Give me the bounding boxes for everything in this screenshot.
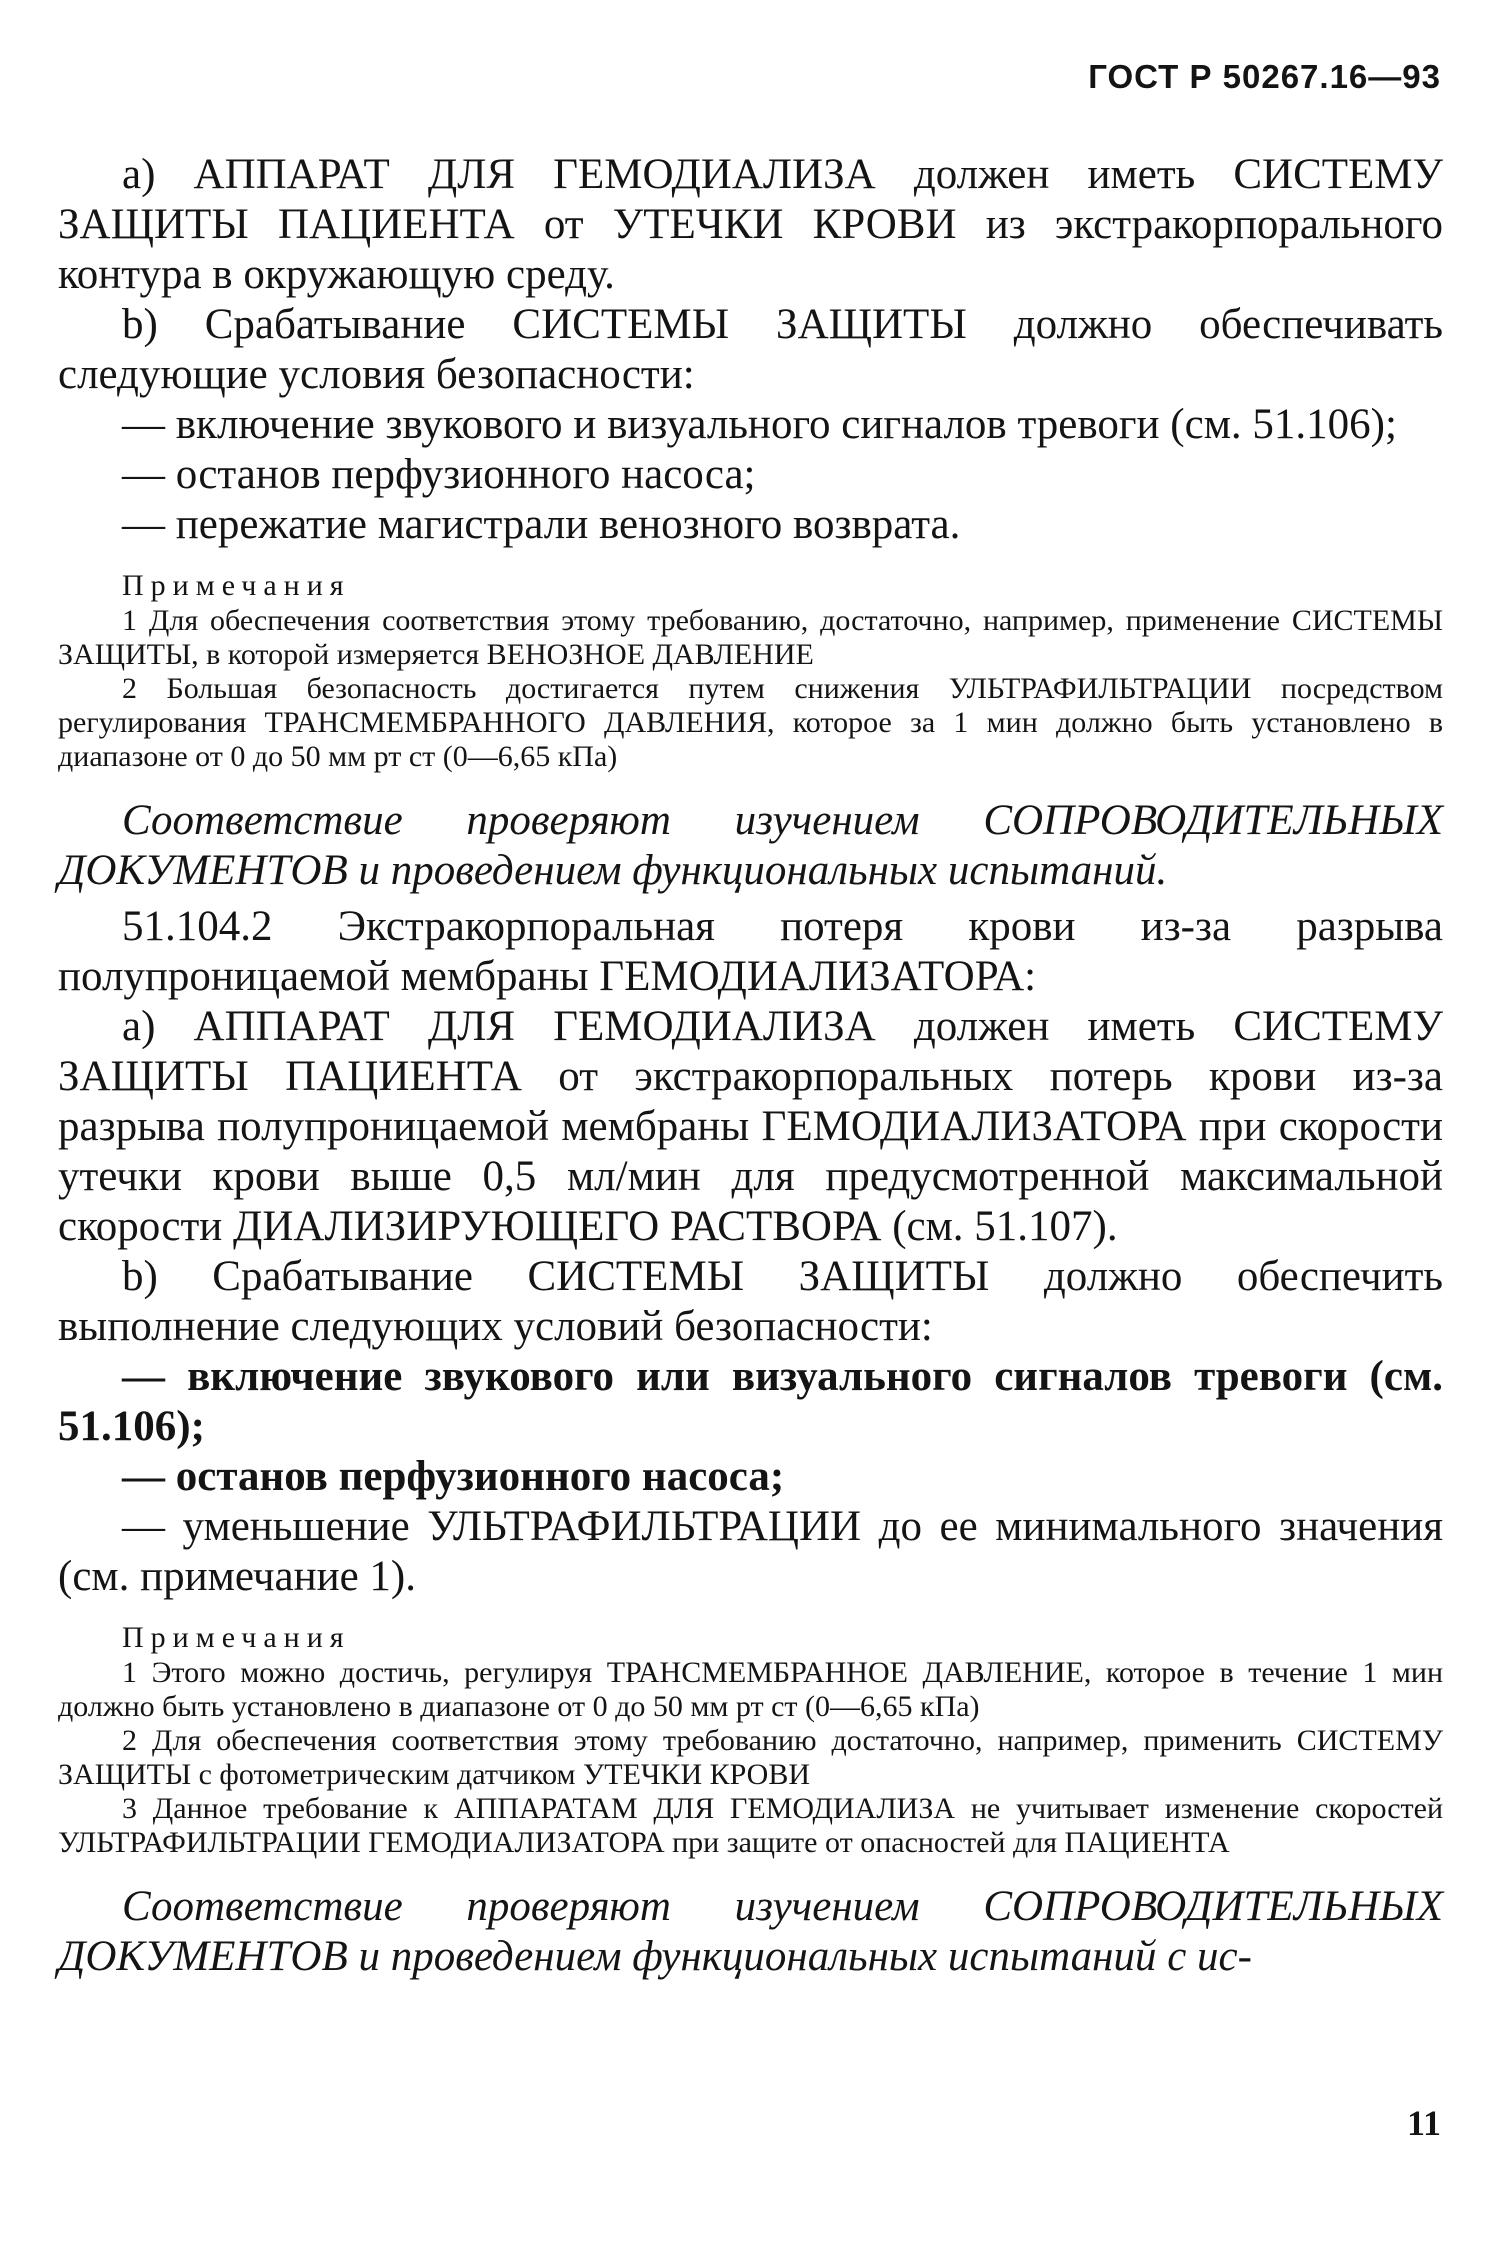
section2-note: 2 Для обеспечения соответствия этому требованию достаточно, например, применить СИСТЕМУ ЗАЩИТЫ с фотометрическим датчиком УТЕЧКИ КРОВИ: [58, 1724, 1443, 1791]
section1-bullet: — включение звукового и визуального сигналов тревоги (см. 51.106);: [122, 401, 1397, 448]
section1-para-a: а) АППАРАТ ДЛЯ ГЕМОДИАЛИЗА должен иметь СИСТЕМУ ЗАЩИТЫ ПАЦИЕНТА от УТЕЧКИ КРОВИ из экстракорпорального контура в окружающую среду.: [58, 151, 1443, 298]
section2-compliance: Соответствие проверяют изучением СОПРОВОДИТЕЛЬНЫХ ДОКУМЕНТОВ и проведением функциональных испытаний с ис-: [58, 1883, 1443, 1980]
section2-para-b: b) Срабатывание СИСТЕМЫ ЗАЩИТЫ должно обеспечить выполнение следующих условий безопасности:: [58, 1253, 1443, 1350]
section2-notes-title: Примечания: [122, 1621, 351, 1654]
section1-para-b: b) Срабатывание СИСТЕМЫ ЗАЩИТЫ должно обеспечивать следующие условия безопасности:: [58, 301, 1443, 398]
section2-bullet: — останов перфузионного насоса;: [122, 1453, 785, 1500]
section1-note: 1 Для обеспечения соответствия этому требованию, достаточно, например, применение СИСТЕМЫ ЗАЩИТЫ, в которой измеряется ВЕНОЗНОЕ ДАВЛЕНИЕ: [58, 604, 1443, 671]
section2-para-a: а) АППАРАТ ДЛЯ ГЕМОДИАЛИЗА должен иметь СИСТЕМУ ЗАЩИТЫ ПАЦИЕНТА от экстракорпоральных потерь крови из-за разрыва полупроницаемой мембраны ГЕМОДИАЛИЗАТОРА при скорости утечки крови выше 0,5 мл/мин для предусмотренной максимальной скорости ДИАЛИЗИРУЮЩЕГО РАСТВОРА (см. 51.107).: [58, 1003, 1443, 1250]
section2-note: 3 Данное требование к АППАРАТАМ ДЛЯ ГЕМОДИАЛИЗА не учитывает изменение скоростей УЛЬТРАФИЛЬТРАЦИИ ГЕМОДИАЛИЗАТОРА при защите от опасностей для ПАЦИЕНТА: [58, 1792, 1443, 1859]
section2-bullet: — уменьшение УЛЬТРАФИЛЬТРАЦИИ до ее минимального значения (см. примечание 1).: [58, 1503, 1443, 1600]
section1-note: 2 Большая безопасность достигается путем снижения УЛЬТРАФИЛЬТРАЦИИ посредством регулирования ТРАНСМЕМБРАННОГО ДАВЛЕНИЯ, которое за 1 мин должно быть установлено в диапазоне от 0 до 50 мм рт ст (0—6,65 кПа): [58, 672, 1443, 773]
section1-bullet: — останов перфузионного насоса;: [122, 451, 756, 498]
section2-note: 1 Этого можно достичь, регулируя ТРАНСМЕМБРАННОЕ ДАВЛЕНИЕ, которое в течение 1 мин должно быть установлено в диапазоне от 0 до 50 мм рт ст (0—6,65 кПа): [58, 1656, 1443, 1723]
section1-bullet: — пережатие магистрали венозного возврата.: [122, 501, 961, 548]
page-content: [58, 150, 1443, 1988]
section1-compliance: Соответствие проверяют изучением СОПРОВОДИТЕЛЬНЫХ ДОКУМЕНТОВ и проведением функциональных испытаний.: [58, 797, 1443, 894]
section2-bullet: — включение звукового или визуального сигналов тревоги (см. 51.106);: [58, 1353, 1443, 1450]
section1-notes-title: Примечания: [122, 569, 351, 602]
standard-header: ГОСТ Р 50267.16—93: [1088, 58, 1441, 95]
section2-heading: 51.104.2 Экстракорпоральная потеря крови из-за разрыва полупроницаемой мембраны ГЕМОДИАЛИЗАТОРА:: [58, 903, 1443, 1000]
page-number: 11: [1406, 2103, 1441, 2143]
